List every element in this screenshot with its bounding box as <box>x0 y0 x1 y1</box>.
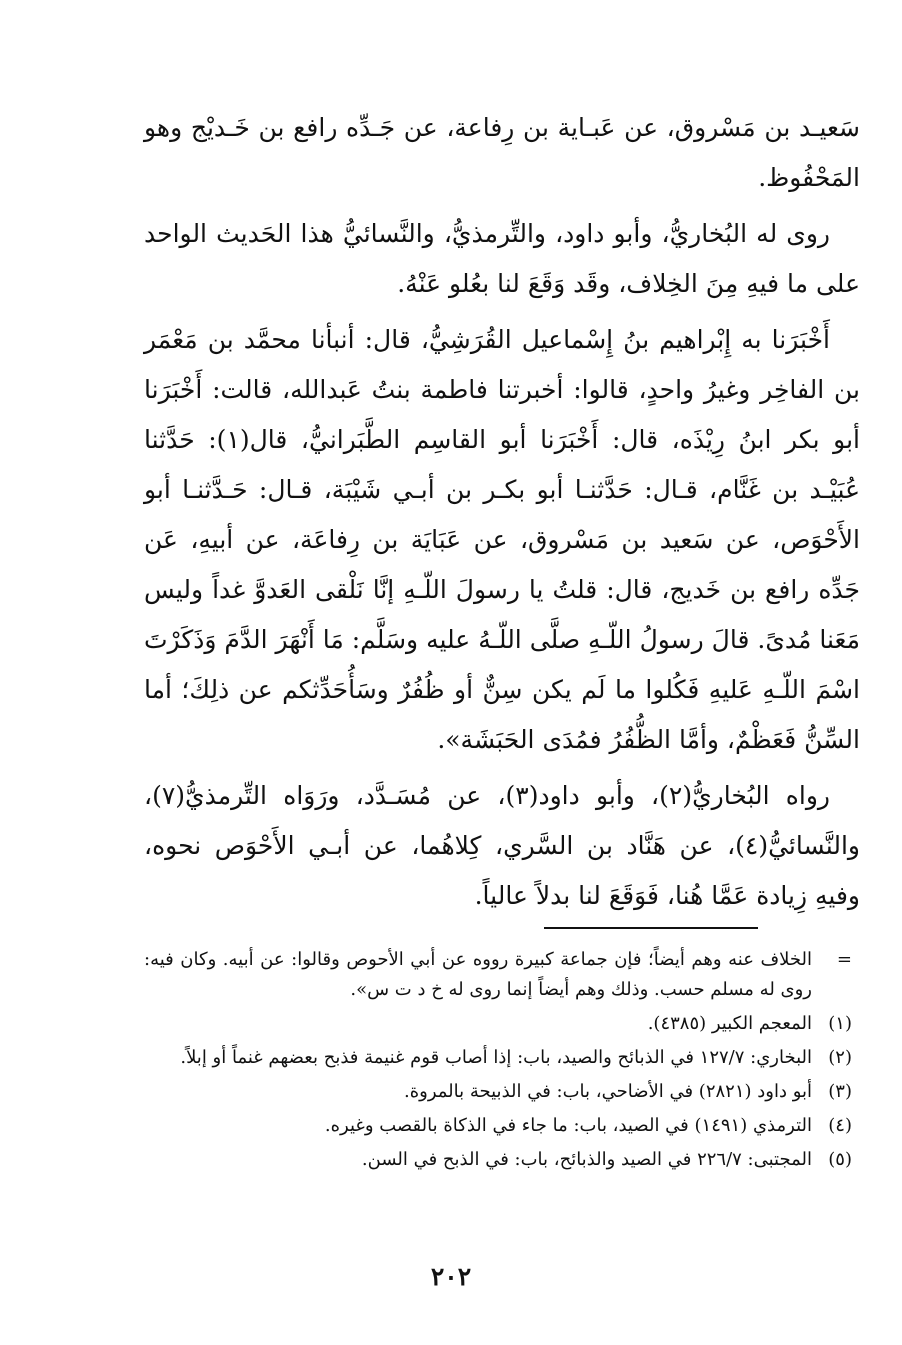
footnote-separator <box>544 927 758 929</box>
footnote-marker: (٣) <box>828 1081 852 1102</box>
footnote-2 <box>144 1043 852 1073</box>
footnote-5 <box>144 1145 852 1175</box>
footnote-text: أبو داود (٢٨٢١) في الأضاحي، باب: في الذبيحة بالمروة. <box>403 1081 812 1102</box>
main-text-body <box>144 103 860 921</box>
footnote-marker: (٢) <box>828 1047 852 1068</box>
footnote-marker: (٥) <box>828 1149 852 1170</box>
footnote-marker: (١) <box>828 1013 852 1034</box>
page-number: ٢٠٢ <box>430 1262 472 1291</box>
footnote-text: البخاري: ١٢٧/٧ في الذبائح والصيد، باب: إذا أصاب قوم غنيمة فذبح بعضهم غنماً أو إبلاً. <box>180 1047 812 1068</box>
footnote-3 <box>144 1077 852 1107</box>
footnote-text: الخلاف عنه وهم أيضاً؛ فإن جماعة كبيرة رووه عن أبي الأحوص وقالوا: عن أبيه. وكان فيه: روى له مسلم حسب. وذلك وهم أيضاً إنما روى له خ د ت س». <box>144 949 812 1000</box>
footnote-continuation <box>144 945 852 1005</box>
footnote-text: الترمذي (١٤٩١) في الصيد، باب: ما جاء في الذكاة بالقصب وغيره. <box>324 1115 812 1136</box>
footnote-marker: (٤) <box>828 1115 852 1136</box>
footnotes-section <box>144 945 852 1179</box>
paragraph-1: سَعيـد بن مَسْروق، عن عَبـاية بن رِفاعة، عن جَـدِّه رافع بن خَـديْج وهو المَحْفُوظ. <box>144 113 860 192</box>
footnote-marker: = <box>836 949 852 970</box>
footnote-text: المعجم الكبير (٤٣٨٥). <box>647 1013 812 1034</box>
footnote-4 <box>144 1111 852 1141</box>
footnote-text: المجتبى: ٢٢٦/٧ في الصيد والذبائح، باب: في الذبح في السن. <box>361 1149 812 1170</box>
paragraph-2: روى له البُخاريُّ، وأبو داود، والتِّرمذيُّ، والنَّسائيُّ هذا الحَديث الواحد على ما فيهِ مِنَ الخِلاف، وقَد وَقَعَ لنا بعُلو عَنْهُ. <box>144 219 860 298</box>
footnote-1 <box>144 1009 852 1039</box>
paragraph-4: رواه البُخاريُّ(٢)، وأبو داود(٣)، عن مُسَـدَّد، ورَوَاه التِّرمذيُّ(٧)، والنَّسائيُّ(٤)، عن هَنَّاد بن السَّري، كِلاهُما، عن أبـي الأَحْوَص نحوه، وفيهِ زِيادة عَمَّا هُنا، فَوَقَعَ لنا بدلاً عالياً. <box>144 781 860 910</box>
paragraph-3: أَخْبَرَنا به إِبْراهيم بنُ إِسْماعيل القُرَشِيُّ، قال: أنبأنا محمَّد بن مَعْمَر بن الفاخِر وغيرُ واحدٍ، قالوا: أخبرتنا فاطمة بنتُ عَبدالله، قالت: أَخْبَرَنا أبو بكر ابنُ رِيْذَه، قال: أَخْبَرَنا أبو القاسِم الطَّبَرانيُّ، قال(١): حَدَّثنا عُبَيْـد بن غَنَّام، قـال: حَدَّثنـا أبو بكـر بن أبـي شَيْبَة، قـال: حَـدَّثنـا أبو الأَحْوَص، عن سَعيد بن مَسْروق، عن عَبَايَة بن رِفاعَة، عن أبيهِ، عَن جَدِّه رافع بن خَديج، قال: قلتُ يا رسولَ اللّـهِ إنَّا نَلْقى العَدوَّ غداً وليس مَعَنا مُدىً. قالَ رسولُ اللّـهِ صلَّى اللّـهُ عليه وسَلَّم: مَا أَنْهَرَ الدَّمَ وَذَكَرْتَ اسْمَ اللّـهِ عَليهِ فَكُلوا ما لَم يكن سِنٌّ أو ظُفُرٌ وسَأُحَدِّثكم عن ذلِكَ؛ أما السِّنُّ فَعَظْمٌ، وأمَّا الظُّفُرُ فمُدَى الحَبَشَة». <box>144 325 860 754</box>
